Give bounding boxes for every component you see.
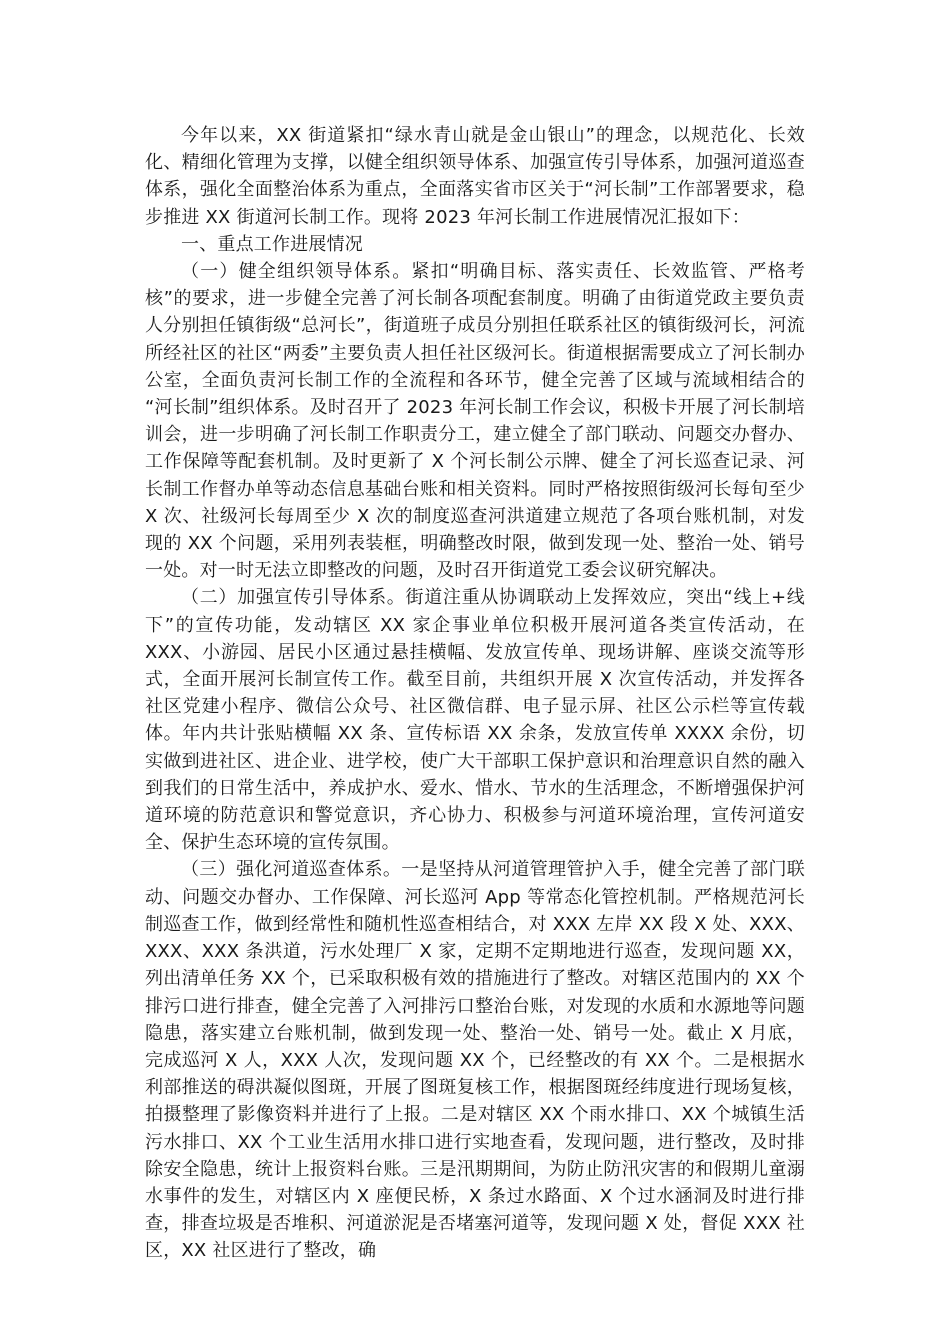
intro-paragraph: 今年以来，XX 街道紧扣“绿水青山就是金山银山”的理念，以规范化、长效化、精细化管理为支撑，以健全组织领导体系、加强宣传引导体系，加强河道巡查体系，强化全面整治体系为重点，全面落实省市区关于“河长制”工作部署要求，稳步推进 XX 街道河长制工作。现将 2023 年河长制工作进展情况汇报如下： <box>145 125 805 228</box>
document-body <box>145 122 805 1265</box>
section-3-paragraph: （三）强化河道巡查体系。一是坚持从河道管理管护入手，健全完善了部门联动、问题交办督办、工作保障、河长巡河 App 等常态化管控机制。严格规范河长制巡查工作，做到经常性和随机性巡查相结合，对 XXX 左岸 XX 段 X 处、XXX、XXX、XXX 条洪道，污水处理厂 X 家，定期不定期地进行巡查，发现问题 XX，列出清单任务 XX 个，已采取积极有效的措施进行了整改。对辖区范围内的 XX 个排污口进行排查，健全完善了入河排污口整治台账，对发现的水质和水源地等问题隐患，落实建立台账机制，做到发现一处、整治一处、销号一处。截止 X 月底，完成巡河 X 人，XXX 人次，发现问题 XX 个，已经整改的有 XX 个。二是根据水利部推送的碍洪凝似图斑，开展了图斑复核工作，根据图斑经纬度进行现场复核，拍摄整理了影像资料并进行了上报。二是对辖区 XX 个雨水排口、XX 个城镇生活污水排口、XX 个工业生活用水排口进行实地查看，发现问题，进行整改，及时排除安全隐患，统计上报资料台账。三是汛期期间，为防止防汛灾害的和假期儿童溺水事件的发生，对辖区内 X 座便民桥，X 条过水路面、X 个过水涵洞及时进行排查，排查垃圾是否堆积、河道淤泥是否堵塞河道等，发现问题 X 处，督促 XXX 社区，XX 社区进行了整改，确 <box>145 859 805 1262</box>
section-1-paragraph: （一）健全组织领导体系。紧扣“明确目标、落实责任、长效监管、严格考核”的要求，进一步健全完善了河长制各项配套制度。明确了由街道党政主要负责人分别担任镇街级“总河长”，街道班子成员分别担任联系社区的镇街级河长，河流所经社区的社区“两委”主要负责人担任社区级河长。街道根据需要成立了河长制办公室，全面负责河长制工作的全流程和各环节，健全完善了区域与流域相结合的 “河长制”组织体系。及时召开了 2023 年河长制工作会议，积极卡开展了河长制培训会，进一步明确了河长制工作职责分工，建立健全了部门联动、问题交办督办、工作保障等配套机制。及时更新了 X 个河长制公示牌、健全了河长巡查记录、河长制工作督办单等动态信息基础台账和相关资料。同时严格按照街级河长每旬至少 X 次、社级河长每周至少 X 次的制度巡查河洪道建立规范了各项台账机制，对发现的 XX 个问题，采用列表装框，明确整改时限，做到发现一处、整治一处、销号一处。对一时无法立即整改的问题，及时召开街道党工委会议研究解决。 <box>145 261 805 582</box>
section-heading: 一、重点工作进展情况 <box>181 233 363 255</box>
section-2-paragraph: （二）加强宣传引导体系。街道注重从协调联动上发挥效应，突出“线上+线下”的宣传功能，发动辖区 XX 家企事业单位积极开展河道各类宣传活动，在 XXX、小游园、居民小区通过悬挂横幅、发放宣传单、现场讲解、座谈交流等形式，全面开展河长制宣传工作。截至目前，共组织开展 X 次宣传活动，并发挥各社区党建小程序、微信公众号、社区微信群、电子显示屏、社区公示栏等宣传载体。年内共计张贴横幅 XX 条、宣传标语 XX 余条，发放宣传单 XXXX 余份，切实做到进社区、进企业、进学校，使广大干部职工保护意识和治理意识自然的融入到我们的日常生活中，养成护水、爱水、惜水、节水的生活理念，不断增强保护河道环境的防范意识和警觉意识，齐心协力、积极参与河道环境治理，宣传河道安全、保护生态环境的宣传氛围。 <box>145 587 805 854</box>
